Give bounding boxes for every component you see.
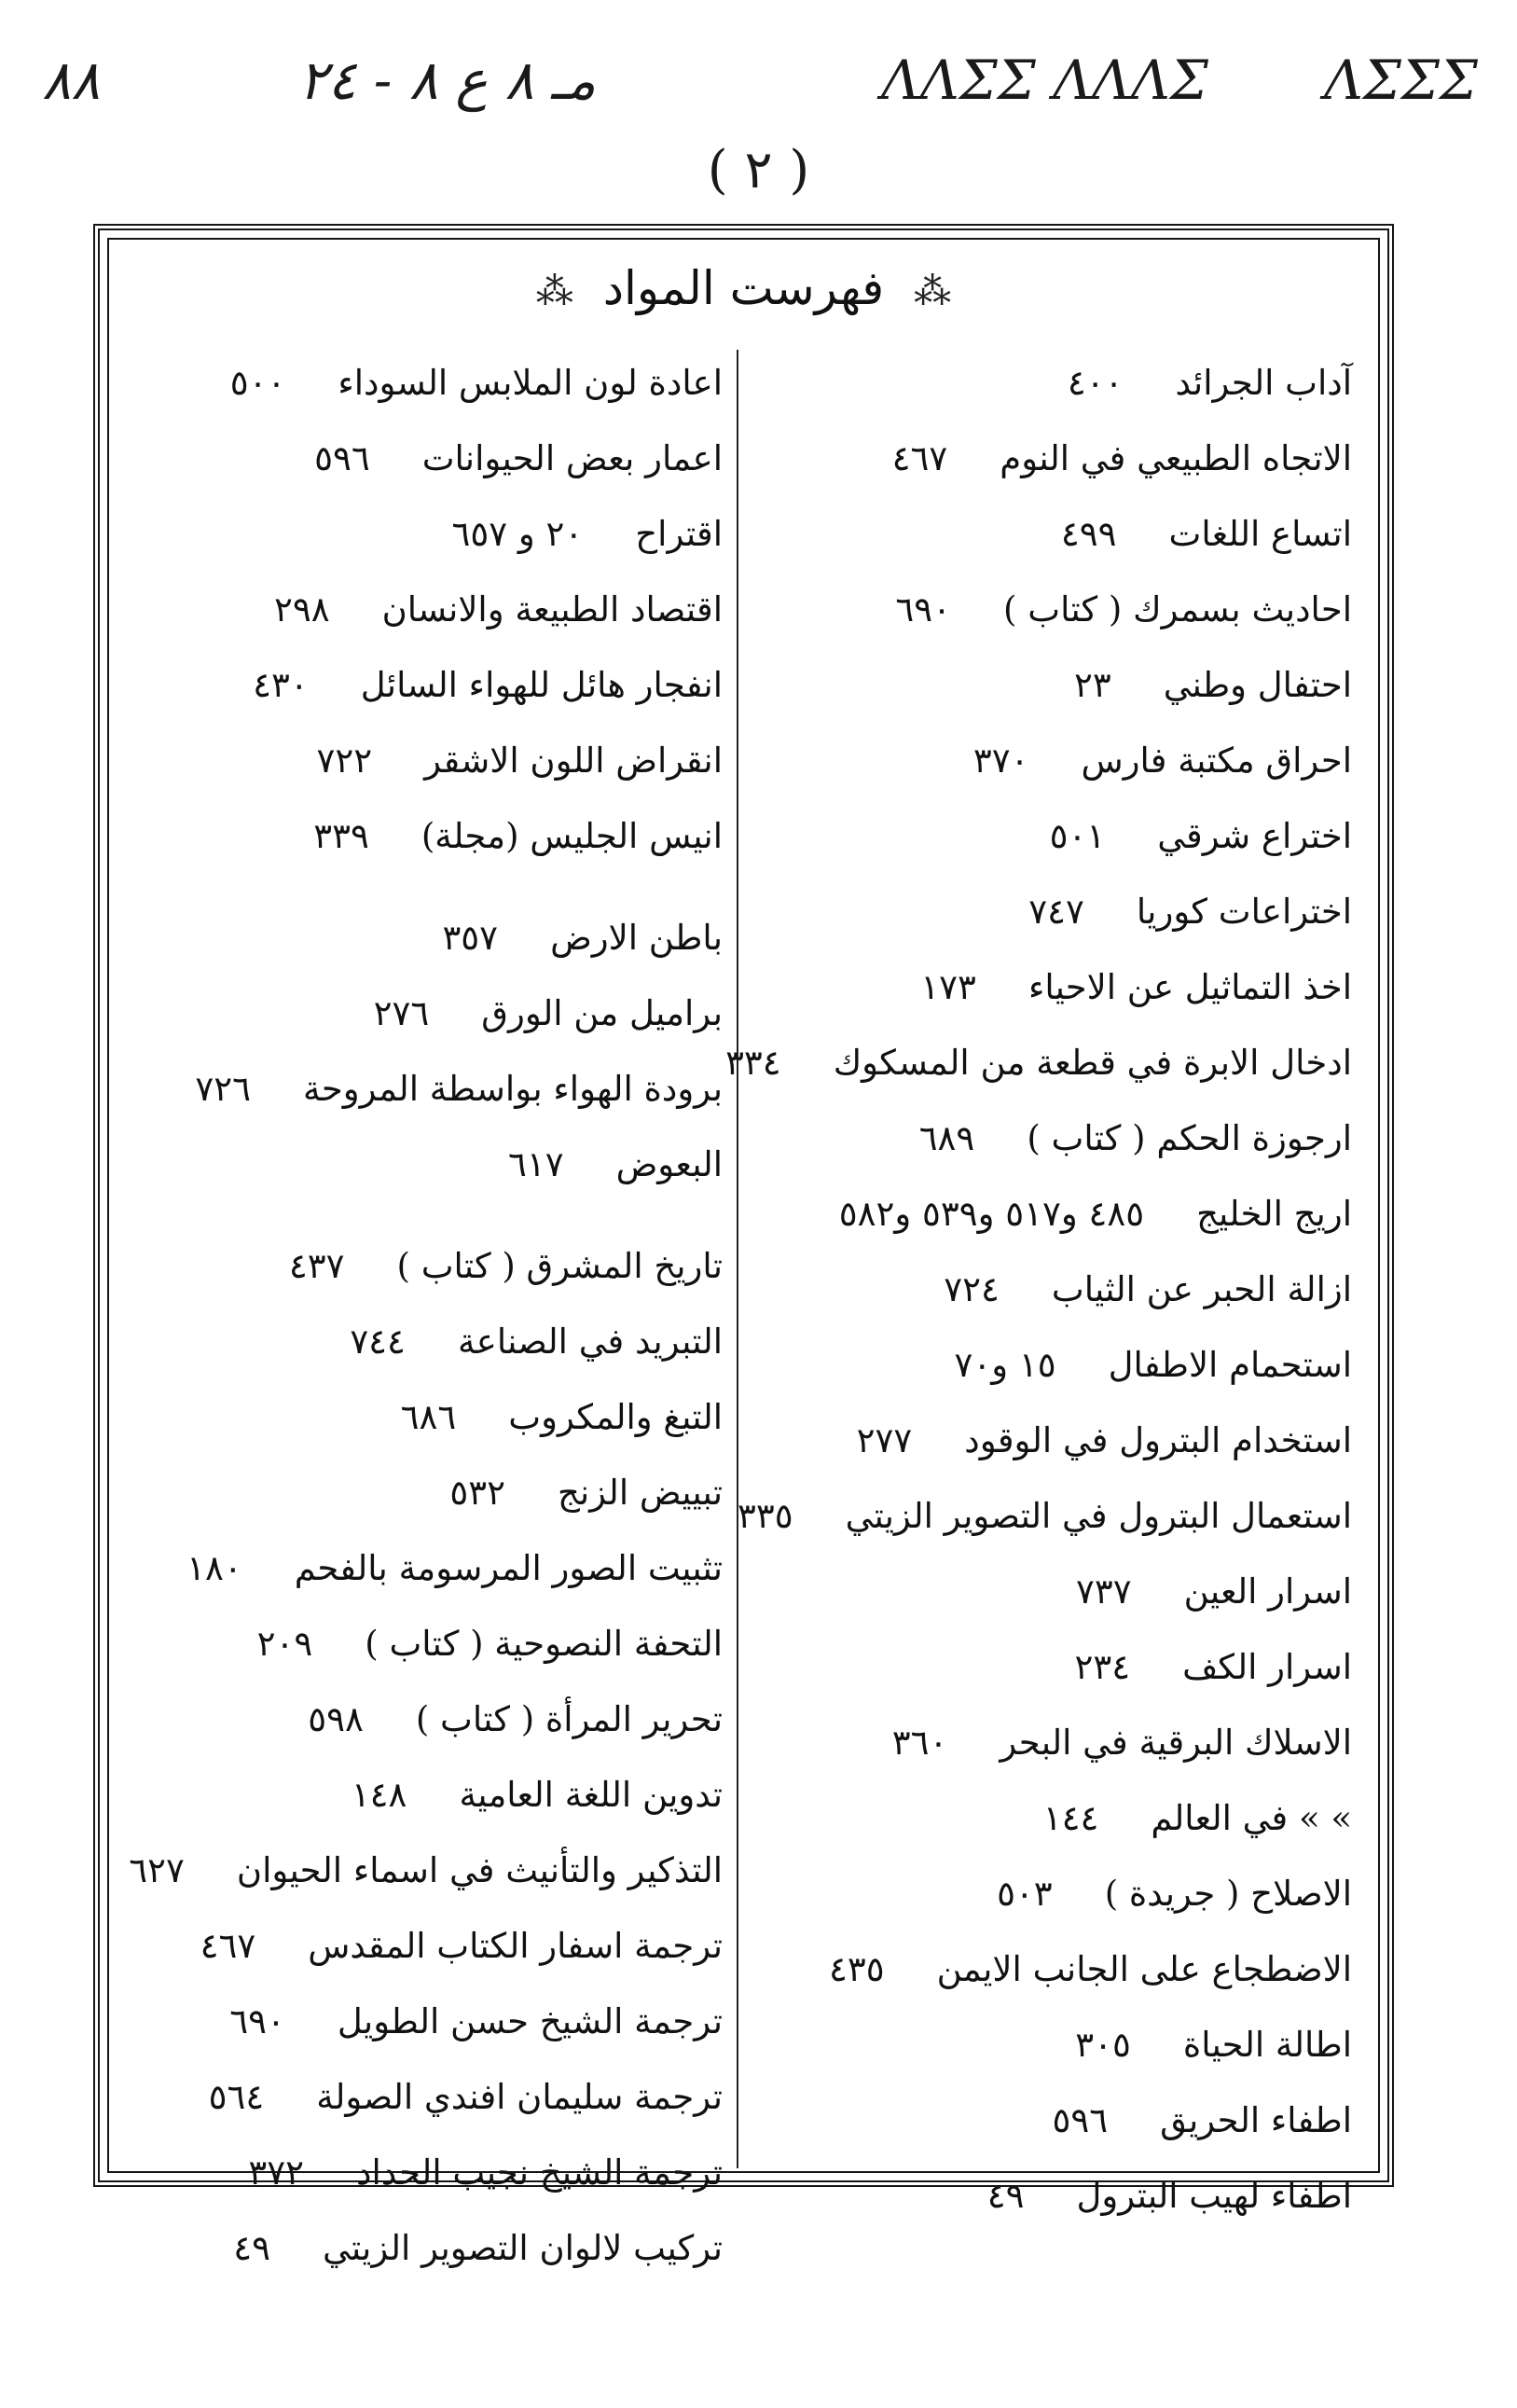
index-entry [126,976,723,1051]
index-entry-title: » » في العالم [1151,1798,1352,1838]
index-entry [755,723,1352,798]
index-entry [738,1478,1352,1554]
index-entry [126,1984,723,2059]
index-heading [93,261,1394,315]
index-entry-page: ٣٥٧ [442,918,499,958]
index-entry-title: ترجمة سليمان افندي الصولة [316,2077,723,2117]
index-entry-page: ٧٣٧ [1076,1571,1132,1612]
column-divider [737,350,738,2168]
index-entry [126,1681,723,1757]
index-entry-page: ٣٦٠ [891,1723,948,1763]
index-column-left [126,345,723,2268]
index-entry-page: ١٥ و٧٠ [954,1345,1056,1385]
index-entry-page: ٤٦٧ [200,1926,256,1966]
index-entry [755,949,1352,1025]
index-entry [126,798,723,874]
index-column-right [725,345,1352,2216]
index-entry-page: ٢٣ [1073,665,1111,705]
index-entry-page: ٥٦٤ [208,2077,265,2117]
index-entry-page: ٣٣٩ [313,816,369,856]
index-entry [126,723,723,798]
ornament-left-icon: ⁂ [535,270,573,313]
index-entry-title: اختراع شرقي [1157,816,1352,856]
index-entry [126,647,723,723]
index-entry-title: تثبيت الصور المرسومة بالفحم [294,1548,723,1588]
index-entry [126,1833,723,1908]
index-entry-title: اتساع اللغات [1168,514,1352,554]
index-entry [126,421,723,496]
index-entry [126,1606,723,1681]
index-entry-title: انيس الجليس (مجلة) [421,816,723,856]
index-entry-page: ١٤٤ [1042,1798,1099,1838]
index-entry-page: ٣٣٤ [725,1043,781,1083]
index-entry [755,1327,1352,1403]
index-entry-title: استخدام البترول في الوقود [964,1420,1352,1460]
index-entry [755,496,1352,572]
index-entry-page: ٤٠٠ [1067,363,1124,403]
index-entry [126,496,723,572]
index-entry-page: ٣٠٥ [1075,2025,1131,2065]
index-entry-title: برودة الهواء بواسطة المروحة [303,1069,723,1109]
index-entry-title: اطفاء الحريق [1160,2100,1352,2140]
index-entry [126,1530,723,1606]
index-entry [126,572,723,647]
index-entry-title: الاصلاح ( جريدة ) [1104,1874,1352,1914]
index-entry [126,1757,723,1833]
index-entry-page: ١٨٠ [186,1548,242,1588]
index-entry-title: اعادة لون الملابس السوداء [338,363,723,403]
index-entry-title: تحرير المرأة ( كتاب ) [415,1699,723,1739]
index-entry [126,1908,723,1984]
index-entry-page: ٤٦٧ [891,438,948,478]
index-entry-title: اقتراح [635,514,723,554]
index-entry-page: ٥٩٦ [314,438,370,478]
index-entry-title: تبييض الزنج [557,1473,723,1513]
index-entry [755,1554,1352,1629]
index-entry-title: تدوين اللغة العامية [459,1775,723,1815]
index-entry-title: استعمال البترول في التصوير الزيتي [845,1496,1352,1536]
index-entry-page: ٢٩٨ [273,589,330,630]
index-entry-title: البعوض [615,1144,723,1184]
index-entry-title: اسرار العين [1183,1571,1352,1612]
index-entry [126,1051,723,1127]
index-entry-page: ٤٣٧ [288,1246,345,1286]
index-entry-title: الاتجاه الطبيعي في النوم [1000,438,1352,478]
index-entry-title: التبغ والمكروب [508,1397,723,1437]
handwritten-note-mid-left: مـ ٨ ع ٨ - ٢٤ [298,48,597,112]
index-entry [755,2083,1352,2158]
index-entry [755,421,1352,496]
index-title: فهرست المواد [602,261,885,315]
index-entry-page: ٤٨٥ و٥١٧ و٥٣٩ و٥٨٢ [838,1194,1145,1234]
index-entry [755,1856,1352,1931]
index-entry-title: اسرار الكف [1182,1647,1352,1687]
index-entry [126,900,723,976]
index-entry-page: ١٧٣ [920,967,976,1007]
index-entry-page: ٤٩ [986,2176,1025,2216]
index-entry [755,2007,1352,2083]
index-entry-title: اقتصاد الطبيعة والانسان [381,589,723,630]
index-entry-page: ٣٧٢ [248,2152,304,2193]
index-entry [755,1780,1352,1856]
index-entry [126,2059,723,2135]
index-entry-title: باطن الارض [550,918,723,958]
index-entry-title: احاديث بسمرك ( كتاب ) [1003,589,1352,630]
index-entry-title: احراق مكتبة فارس [1081,740,1352,781]
index-entry-page: ٢٣٤ [1074,1647,1131,1687]
index-entry-page: ٤٩ [233,2228,271,2268]
index-entry-title: آداب الجرائد [1175,363,1352,403]
index-entry-title: اطالة الحياة [1182,2025,1352,2065]
index-entry [755,572,1352,647]
index-entry-title: اعمار بعض الحيوانات [421,438,723,478]
index-entry-page: ٧٤٧ [1028,892,1084,932]
index-entry-page: ٢٠٩ [256,1624,313,1664]
index-entry [755,798,1352,874]
index-entry [126,1455,723,1530]
index-entry-page: ٦٨٦ [400,1397,457,1437]
index-entry-page: ٥٣٢ [449,1473,505,1513]
index-entry [126,2210,723,2286]
index-entry [126,2135,723,2210]
index-entry-page: ٣٣٥ [738,1496,793,1536]
index-entry-title: اريج الخليج [1196,1194,1352,1234]
index-entry-page: ٧٢٤ [944,1269,1000,1309]
index-entry [126,1379,723,1455]
index-entry [755,874,1352,949]
index-entry-title: ترجمة الشيخ نجيب الحداد [356,2152,723,2193]
index-entry-page: ٦٩٠ [895,589,952,630]
index-entry [126,1127,723,1202]
index-entry-title: التبريد في الصناعة [457,1322,723,1362]
ornament-right-icon: ⁂ [914,270,952,313]
index-entry [126,1304,723,1379]
index-entry-page: ٢٧٧ [856,1420,913,1460]
index-entry-page: ٤٣٥ [828,1949,885,1989]
index-entry-page: ٥٩٦ [1052,2100,1109,2140]
index-entry [755,345,1352,421]
handwritten-note-right: ΛΣΣΣ [1324,48,1478,112]
index-entry [755,1705,1352,1780]
index-entry-title: الاسلاك البرقية في البحر [1000,1723,1352,1763]
index-entry-title: ارجوزة الحكم ( كتاب ) [1027,1118,1352,1158]
index-entry-page: ٥٠٣ [997,1874,1053,1914]
index-entry-title: تاريخ المشرق ( كتاب ) [396,1246,723,1286]
index-entry [126,1228,723,1304]
index-entry-title: الاضطجاع على الجانب الايمن [936,1949,1352,1989]
index-entry-page: ٧٤٤ [350,1322,406,1362]
index-entry-title: احتفال وطني [1163,665,1352,705]
index-entry-page: ٥٠١ [1049,816,1106,856]
index-entry-title: التحفة النصوحية ( كتاب ) [365,1624,723,1664]
index-entry-title: استحمام الاطفال [1108,1345,1352,1385]
index-entry-page: ٦١٧ [507,1144,564,1184]
index-entry-title: ترجمة الشيخ حسن الطويل [337,2001,723,2041]
index-entry-title: تركيب لالوان التصوير الزيتي [323,2228,723,2268]
index-entry-title: انفجار هائل للهواء السائل [360,665,723,705]
index-entry-title: ترجمة اسفار الكتاب المقدس [308,1926,723,1966]
index-entry-title: اطفاء لهيب البترول [1076,2176,1352,2216]
index-entry [755,1931,1352,2007]
index-entry-title: ازالة الحبر عن الثياب [1051,1269,1352,1309]
index-entry-page: ٦٨٩ [918,1118,975,1158]
index-entry-page: ٧٢٦ [195,1069,252,1109]
index-entry-title: التذكير والتأنيث في اسماء الحيوان [236,1850,723,1890]
index-entry-page: ٢٧٦ [373,993,430,1033]
index-entry-title: انقراض اللون الاشقر [424,740,723,781]
index-entry [725,1025,1352,1100]
index-entry [755,2158,1352,2234]
index-entry-page: ٤٣٠ [253,665,309,705]
index-entry-page: ١٤٨ [351,1775,407,1815]
index-entry-title: اختراعات كوريا [1136,892,1352,932]
handwritten-note-left: ٨٨ [42,48,101,112]
index-entry [755,1629,1352,1705]
handwritten-note-mid-right: ΛΛΣΣ ΛΛΛΣ [881,48,1208,112]
index-entry-page: ٦٢٧ [129,1850,185,1890]
index-entry-page: ٤٩٩ [1060,514,1117,554]
index-entry [755,647,1352,723]
index-entry-title: ادخال الابرة في قطعة من المسكوك [833,1043,1352,1083]
index-entry-page: ٢٠ و ٦٥٧ [451,514,584,554]
page-number: ( ٢ ) [707,140,810,201]
index-entry-page: ٥٩٨ [308,1699,364,1739]
index-entry-title: اخذ التماثيل عن الاحياء [1027,967,1352,1007]
index-entry [755,1176,1352,1252]
index-entry [755,1252,1352,1327]
index-entry-title: براميل من الورق [481,993,723,1033]
index-entry [126,345,723,421]
index-entry [755,1403,1352,1478]
index-entry-page: ٥٠٠ [229,363,286,403]
index-entry [755,1100,1352,1176]
index-entry-page: ٣٧٠ [972,740,1029,781]
index-entry-page: ٦٩٠ [229,2001,285,2041]
index-entry-page: ٧٢٢ [316,740,373,781]
